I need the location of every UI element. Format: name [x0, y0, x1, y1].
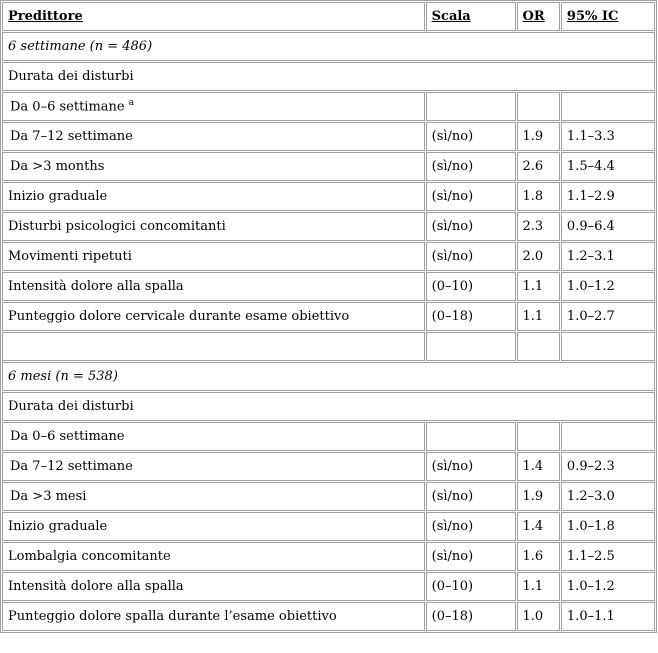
section-n-var: n	[94, 39, 104, 54]
predictor-cell: Punteggio dolore spalla durante l’esame obiettivo	[2, 602, 425, 631]
reference-scale	[426, 422, 516, 451]
table-row	[2, 182, 655, 211]
predictor-cell: Da 7–12 settimane	[2, 452, 425, 481]
reference-row	[2, 92, 655, 121]
ci-cell: 1.1–2.9	[561, 182, 655, 211]
reference-ci	[561, 92, 655, 121]
scale-cell: (0–18)	[426, 302, 516, 331]
ci-cell: 1.5–4.4	[561, 152, 655, 181]
ci-cell: 1.2–3.0	[561, 482, 655, 511]
table-row	[2, 482, 655, 511]
table-row	[2, 122, 655, 151]
or-cell: 1.6	[517, 542, 560, 571]
predictor-cell: Da 7–12 settimane	[2, 122, 425, 151]
predictor-cell: Intensità dolore alla spalla	[2, 272, 425, 301]
predictor-cell: Lombalgia concomitante	[2, 542, 425, 571]
scale-cell: (sì/no)	[426, 242, 516, 271]
scale-cell: (sì/no)	[426, 122, 516, 151]
ci-cell: 1.1–3.3	[561, 122, 655, 151]
section-title-6-weeks	[2, 32, 655, 61]
section-label-pre: 6 mesi (	[8, 369, 61, 384]
or-cell: 2.0	[517, 242, 560, 271]
scale-cell: (sì/no)	[426, 212, 516, 241]
section2-rows	[2, 452, 655, 631]
ci-cell: 0.9–2.3	[561, 452, 655, 481]
reference-label-text: Da 0–6 settimane	[10, 99, 125, 115]
scale-cell: (sì/no)	[426, 452, 516, 481]
reference-or	[517, 92, 560, 121]
ci-cell: 1.0–1.2	[561, 272, 655, 301]
spacer-row	[2, 332, 655, 361]
reference-ci	[561, 422, 655, 451]
section-label-post: = 538)	[68, 369, 118, 384]
reference-label	[2, 92, 425, 121]
or-cell: 1.1	[517, 572, 560, 601]
predictor-cell: Intensità dolore alla spalla	[2, 572, 425, 601]
or-cell: 1.1	[517, 302, 560, 331]
reference-or	[517, 422, 560, 451]
ci-cell: 1.2–3.1	[561, 242, 655, 271]
group-row	[2, 62, 655, 91]
header-predictor: Predittore	[2, 2, 425, 31]
group-label: Durata dei disturbi	[2, 62, 655, 91]
scale-cell: (sì/no)	[426, 512, 516, 541]
or-cell: 2.6	[517, 152, 560, 181]
ci-cell: 1.0–2.7	[561, 302, 655, 331]
scale-cell: (0–10)	[426, 572, 516, 601]
or-cell: 2.3	[517, 212, 560, 241]
section-title-6-months	[2, 362, 655, 391]
section-n-var: n	[60, 369, 69, 384]
table-body	[2, 32, 655, 121]
table-row	[2, 512, 655, 541]
header-ci: 95% IC	[561, 2, 655, 31]
reference-row	[2, 422, 655, 451]
or-cell: 1.0	[517, 602, 560, 631]
ci-cell: 1.1–2.5	[561, 542, 655, 571]
section-label-pre: 6 settimane (	[8, 39, 95, 54]
scale-cell: (0–18)	[426, 602, 516, 631]
reference-footnote-marker: a	[128, 98, 135, 109]
ci-cell: 1.0–1.8	[561, 512, 655, 541]
group-label: Durata dei disturbi	[2, 392, 655, 421]
section-row	[2, 32, 655, 61]
spacer-cell	[517, 332, 560, 361]
or-cell: 1.1	[517, 272, 560, 301]
table-row	[2, 272, 655, 301]
spacer-cell	[426, 332, 516, 361]
section-label-post: = 486)	[103, 39, 153, 54]
spacer-cell	[561, 332, 655, 361]
or-cell: 1.8	[517, 182, 560, 211]
predictor-cell: Inizio graduale	[2, 512, 425, 541]
table-row	[2, 542, 655, 571]
scale-cell: (0–10)	[426, 272, 516, 301]
scale-cell: (sì/no)	[426, 482, 516, 511]
scale-cell: (sì/no)	[426, 542, 516, 571]
or-cell: 1.9	[517, 122, 560, 151]
spacer-cell	[2, 332, 425, 361]
ci-cell: 1.0–1.1	[561, 602, 655, 631]
predictor-cell: Da >3 months	[2, 152, 425, 181]
table-row	[2, 452, 655, 481]
table-row	[2, 152, 655, 181]
header-or: OR	[517, 2, 560, 31]
predictor-cell: Punteggio dolore cervicale durante esame obiettivo	[2, 302, 425, 331]
table-row	[2, 602, 655, 631]
scale-cell: (sì/no)	[426, 182, 516, 211]
or-cell: 1.4	[517, 452, 560, 481]
predictor-cell: Disturbi psicologici concomitanti	[2, 212, 425, 241]
scale-cell: (sì/no)	[426, 152, 516, 181]
table-row	[2, 572, 655, 601]
or-cell: 1.9	[517, 482, 560, 511]
table-row	[2, 242, 655, 271]
table-row	[2, 212, 655, 241]
predictor-cell: Movimenti ripetuti	[2, 242, 425, 271]
header-row	[2, 2, 655, 31]
reference-label: Da 0–6 settimane	[2, 422, 425, 451]
table-row	[2, 302, 655, 331]
predictor-cell: Inizio graduale	[2, 182, 425, 211]
section-row	[2, 362, 655, 391]
or-cell: 1.4	[517, 512, 560, 541]
predictor-cell: Da >3 mesi	[2, 482, 425, 511]
reference-scale	[426, 92, 516, 121]
ci-cell: 1.0–1.2	[561, 572, 655, 601]
header-scale: Scala	[426, 2, 516, 31]
ci-cell: 0.9–6.4	[561, 212, 655, 241]
group-row	[2, 392, 655, 421]
